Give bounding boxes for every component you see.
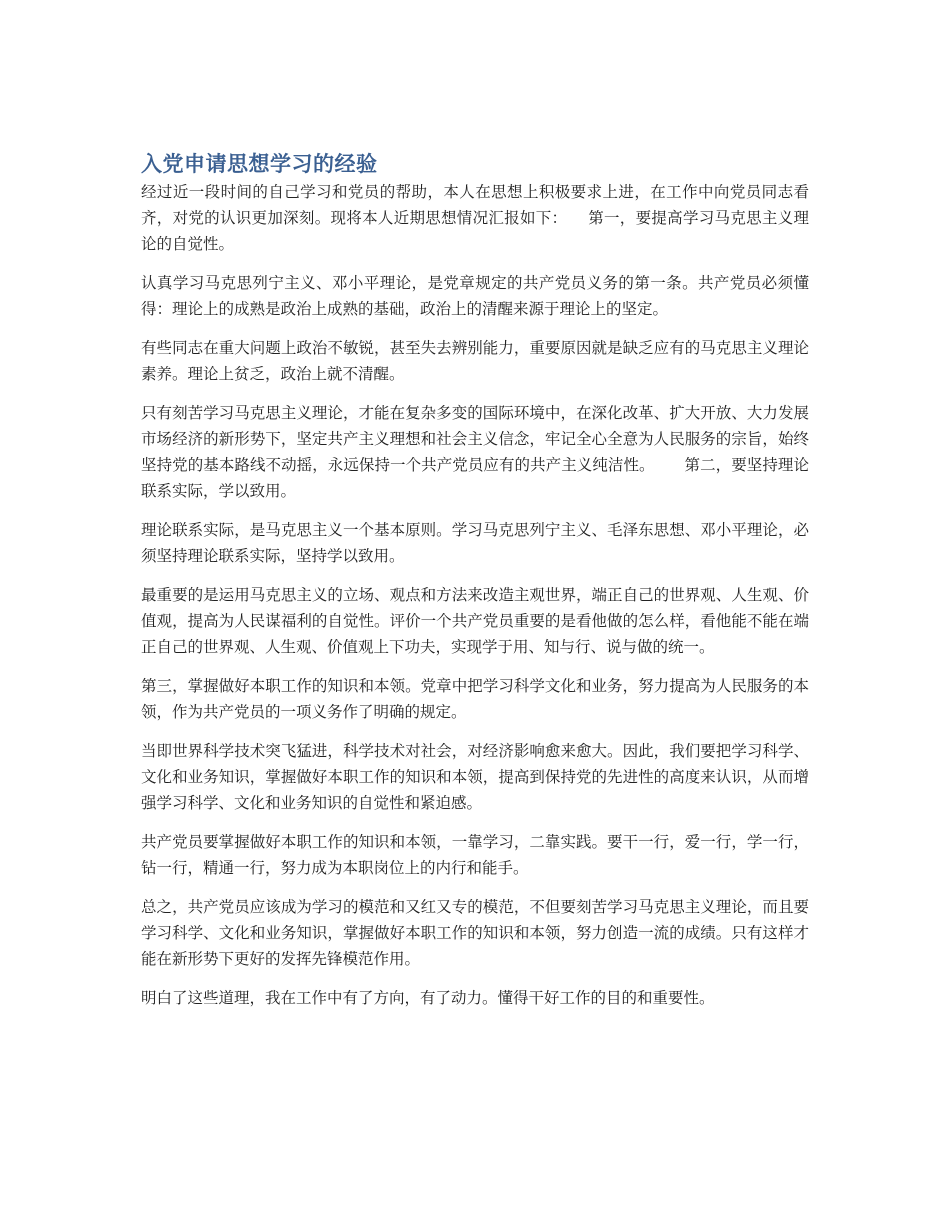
paragraph: 经过近一段时间的自己学习和党员的帮助，本人在思想上积极要求上进，在工作中向党员同志看齐，对党的认识更加深刻。现将本人近期思想情况汇报如下： 第一，要提高学习马克思主义理论的自觉性。 [141,183,809,253]
paragraph: 认真学习马克思列宁主义、邓小平理论，是党章规定的共产党员义务的第一条。共产党员必须懂得：理论上的成熟是政治上成熟的基础，政治上的清醒来源于理论上的坚定。 [141,274,809,318]
paragraph: 有些同志在重大问题上政治不敏锐，甚至失去辨别能力，重要原因就是缺乏应有的马克思主义理论素养。理论上贫乏，政治上就不清醒。 [141,339,809,383]
paragraph: 明白了这些道理，我在工作中有了方向，有了动力。懂得干好工作的目的和重要性。 [141,989,715,1007]
paragraph: 总之，共产党员应该成为学习的模范和又红又专的模范，不但要刻苦学习马克思主义理论，而且要学习科学、文化和业务知识，掌握做好本职工作的知识和本领，努力创造一流的成绩。只有这样才能在新形势下更好的发挥先锋模范作用。 [141,898,809,968]
paragraph: 最重要的是运用马克思主义的立场、观点和方法来改造主观世界，端正自己的世界观、人生观、价值观，提高为人民谋福利的自觉性。评价一个共产党员重要的是看他做的怎么样，看他能不能在端正自己的世界观、人生观、价值观上下功夫，实现学于用、知与行、说与做的统一。 [141,586,809,656]
document-title: 入党申请思想学习的经验 [141,152,378,176]
paragraph: 共产党员要掌握做好本职工作的知识和本领，一靠学习，二靠实践。要干一行，爱一行，学一行，钻一行，精通一行，努力成为本职岗位上的内行和能手。 [141,833,809,877]
paragraph: 第三，掌握做好本职工作的知识和本领。党章中把学习科学文化和业务，努力提高为人民服务的本领，作为共产党员的一项义务作了明确的规定。 [141,677,809,721]
paragraph: 理论联系实际，是马克思主义一个基本原则。学习马克思列宁主义、毛泽东思想、邓小平理论，必须坚持理论联系实际，坚持学以致用。 [141,521,809,565]
document-page [141,150,809,1024]
paragraph: 当即世界科学技术突飞猛进，科学技术对社会，对经济影响愈来愈大。因此，我们要把学习科学、文化和业务知识，掌握做好本职工作的知识和本领，提高到保持党的先进性的高度来认识，从而增强学习科学、文化和业务知识的自觉性和紧迫感。 [141,742,809,812]
paragraph: 只有刻苦学习马克思主义理论，才能在复杂多变的国际环境中，在深化改革、扩大开放、大力发展市场经济的新形势下，坚定共产主义理想和社会主义信念，牢记全心全意为人民服务的宗旨，始终坚持党的基本路线不动摇，永远保持一个共产党员应有的共产主义纯洁性。 第二，要坚持理论联系实际，学以致用。 [141,404,809,500]
